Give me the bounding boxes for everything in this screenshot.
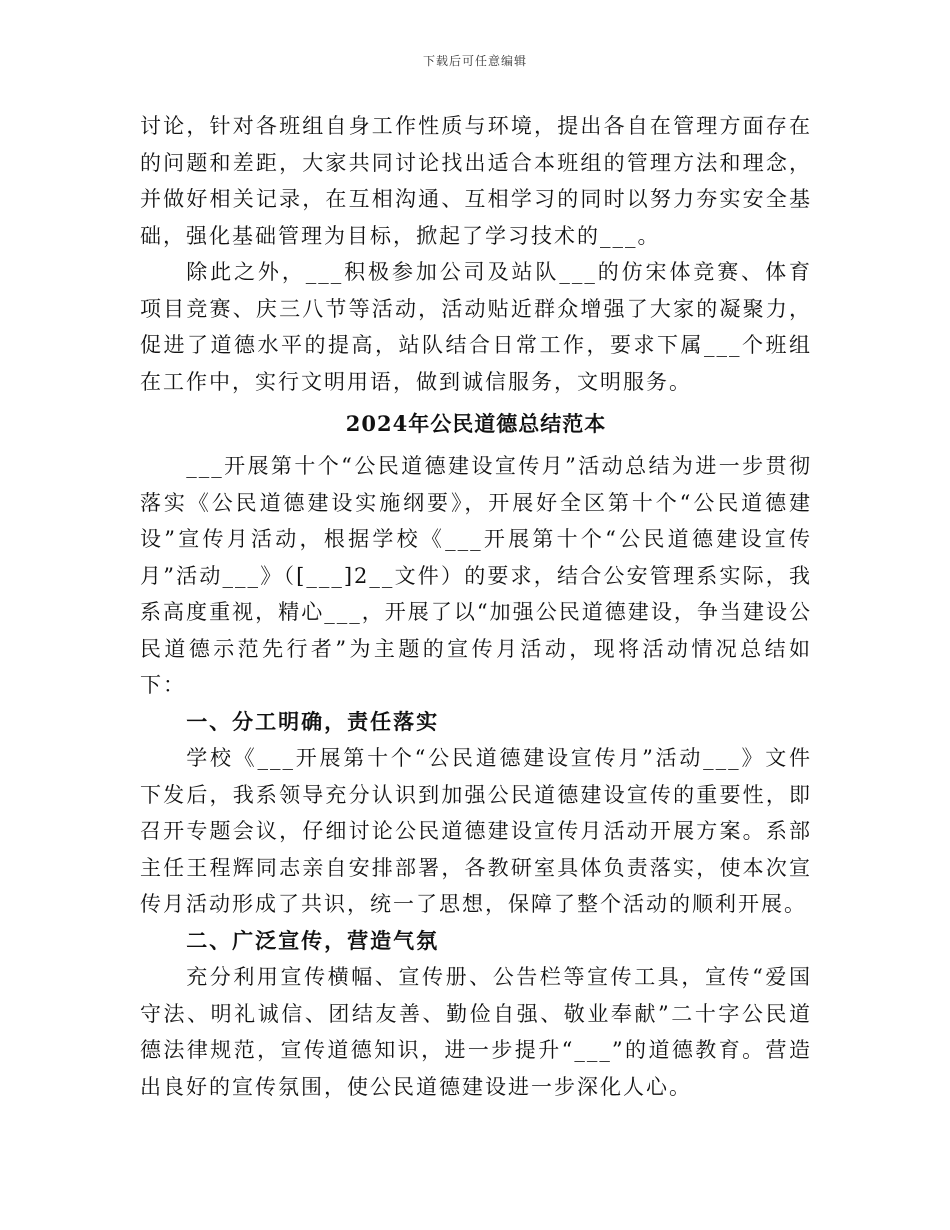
paragraph-continued: 讨论，针对各班组自身工作性质与环境，提出各自在管理方面存在的问题和差距，大家共同讨论找出适合本班组的管理方法和理念，并做好相关记录，在互相沟通、互相学习的同时以努力夯实安全基础，强化基础管理为目标，掀起了学习技术的___。 bbox=[140, 114, 812, 248]
paragraph-intro: ___开展第十个“公民道德建设宣传月”活动总结为进一步贯彻落实《公民道德建设实施纲要》，开展好全区第十个“公民道德建设”宣传月活动，根据学校《___开展第十个“公民道德建设宣传月”活动___》（[___]2__文件）的要求，结合公安管理系实际，我系高度重视，精心___，开展了以“加强公民道德建设，争当建设公民道德示范先行者”为主题的宣传月活动，现将活动情况总结如下： bbox=[140, 454, 812, 697]
paragraph-activities: 除此之外，___积极参加公司及站队___的仿宋体竞赛、体育项目竞赛、庆三八节等活动，活动贴近群众增强了大家的凝聚力，促进了道德水平的提高，站队结合日常工作，要求下属___个班组在工作中，实行文明用语，做到诚信服务，文明服务。 bbox=[140, 260, 812, 394]
section-heading-1: 一、分工明确，责任落实 bbox=[186, 708, 440, 734]
document-body bbox=[140, 108, 812, 1105]
section-heading-2: 二、广泛宣传，营造气氛 bbox=[186, 927, 440, 953]
page-header: 下载后可任意编辑 bbox=[422, 54, 527, 68]
section-body-1: 学校《___开展第十个“公民道德建设宣传月”活动___》文件下发后，我系领导充分认识到加强公民道德建设宣传的重要性，即召开专题会议，仔细讨论公民道德建设宣传月活动开展方案。系部主任王程辉同志亲自安排部署，各教研室具体负责落实，使本次宣传月活动形成了共识，统一了思想，保障了整个活动的顺利开展。 bbox=[140, 746, 812, 916]
document-title: 2024年公民道德总结范本 bbox=[345, 411, 607, 436]
section-body-2: 充分利用宣传横幅、宣传册、公告栏等宣传工具，宣传“爱国守法、明礼诚信、团结友善、勤俭自强、敬业奉献”二十字公民道德法律规范，宣传道德知识，进一步提升“___”的道德教育。营造出良好的宣传氛围，使公民道德建设进一步深化人心。 bbox=[140, 965, 812, 1099]
